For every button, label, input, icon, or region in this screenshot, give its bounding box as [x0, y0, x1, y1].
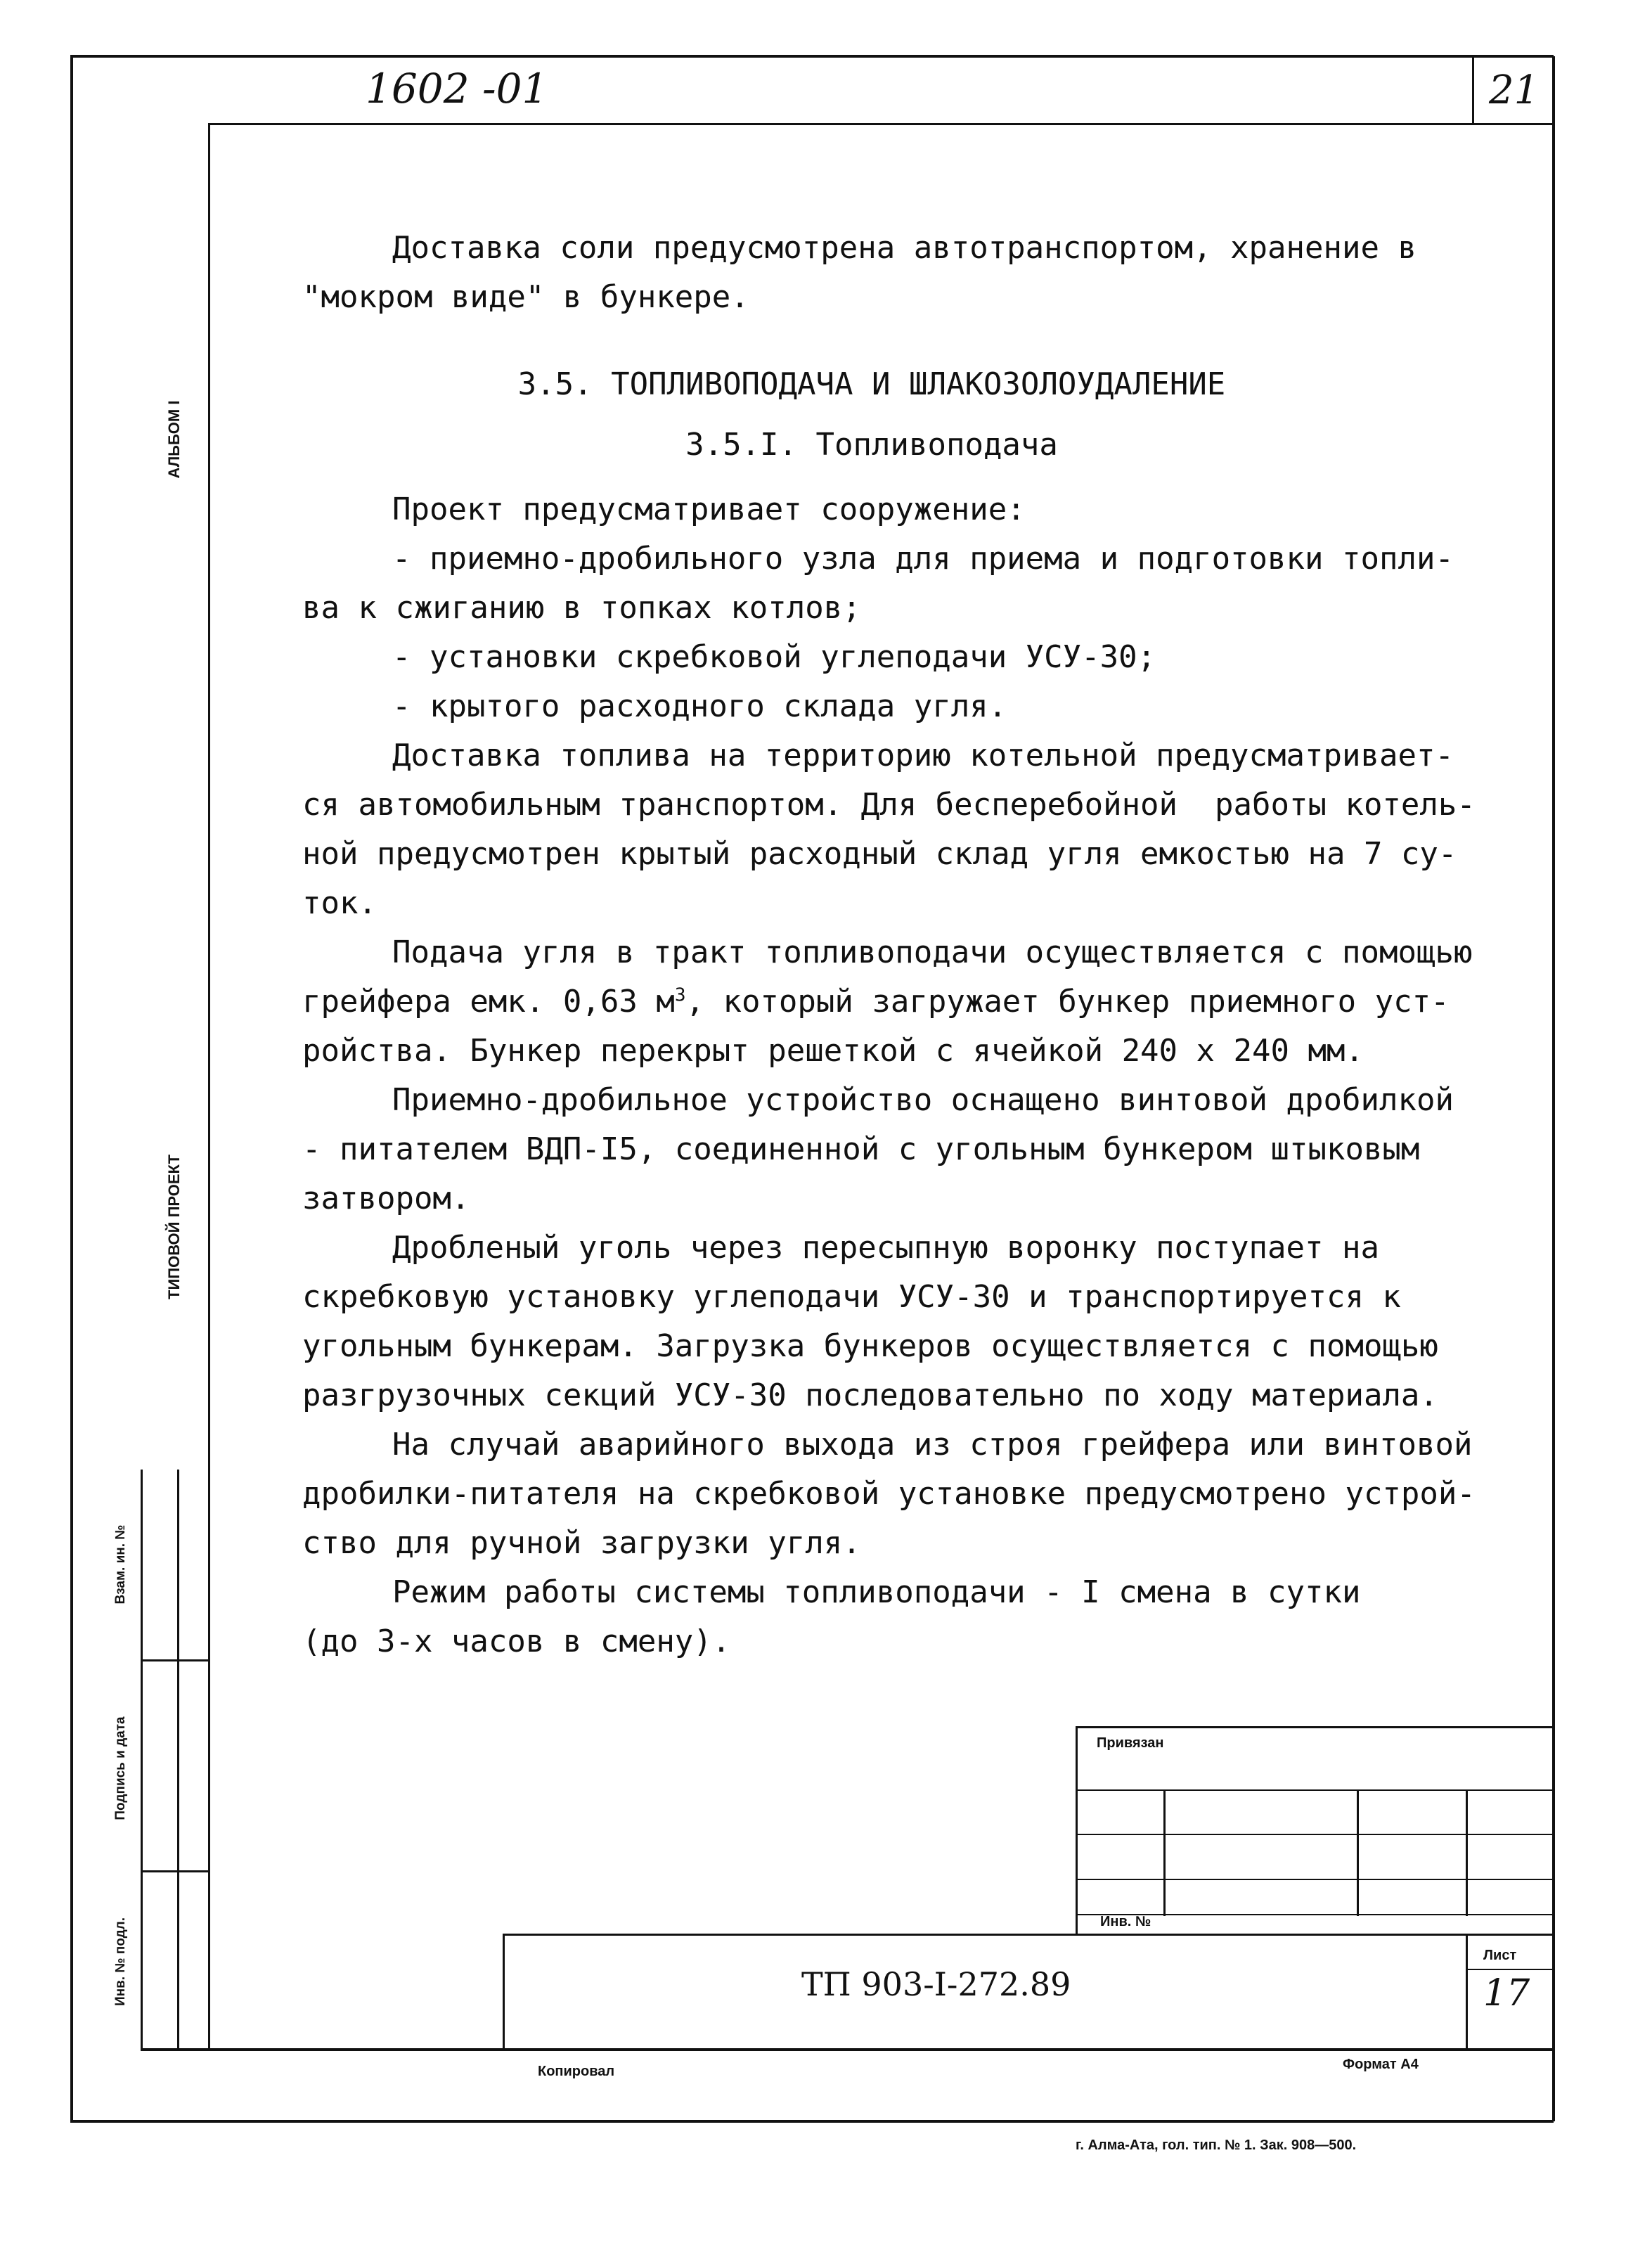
- stamp-sep-1: [141, 1659, 208, 1661]
- intro-line-1: Доставка соли предусмотрена автотранспортом, хранение в: [392, 230, 1417, 266]
- privyazan-left: [1076, 1726, 1078, 1934]
- p7-line-2: (до 3-х часов в смену).: [302, 1624, 731, 1659]
- side-label-vzam: Взам. ин. №: [113, 1524, 128, 1605]
- inner-frame-left: [208, 123, 210, 2050]
- side-label-podpis: Подпись и дата: [113, 1716, 128, 1820]
- handwritten-code: 1602 -01: [366, 65, 548, 112]
- p1-line-3: ва к сжиганию в топках котлов;: [302, 590, 861, 626]
- p6-line-2: дробилки-питателя на скребковой установке предусмотрено устрой-: [302, 1476, 1476, 1512]
- p3-line-1: Подача угля в тракт топливоподачи осуществляется с помощью: [392, 934, 1473, 970]
- p3-line-2b: , который загружает бункер приемного уст-: [685, 984, 1450, 1020]
- privyazan-row-2: [1076, 1834, 1554, 1835]
- p1-line-5: - крытого расходного склада угля.: [392, 688, 1007, 724]
- p2-line-1: Доставка топлива на территорию котельной предусматривает-: [392, 738, 1454, 773]
- p5-line-3: угольным бункерам. Загрузка бункеров осуществляется с помощью: [302, 1328, 1438, 1364]
- privyazan-row-1: [1076, 1789, 1554, 1791]
- side-label-inv-podl: Инв. № подл.: [113, 1917, 128, 2007]
- privyazan-col-2: [1357, 1789, 1359, 1916]
- side-label-series: ТИПОВОЙ ПРОЕКТ: [165, 1155, 183, 1299]
- frame-bottom: [70, 2120, 1554, 2123]
- kopiroval-label: Копировал: [538, 2064, 615, 2079]
- document-code: ТП 903-I-272.89: [801, 1965, 1071, 2003]
- inv-no-label: Инв. №: [1100, 1914, 1151, 1929]
- p7-line-1: Режим работы системы топливоподачи - I смена в сутки: [392, 1574, 1361, 1610]
- stamp-list-divider: [1466, 1934, 1468, 2048]
- list-number: 17: [1483, 1972, 1530, 2014]
- p2-line-4: ток.: [302, 885, 377, 921]
- privyazan-col-3: [1466, 1789, 1468, 1916]
- section-heading: 3.5. ТОПЛИВОПОДАЧА И ШЛАКОЗОЛОУДАЛЕНИЕ: [517, 366, 1226, 402]
- p1-line-4: - установки скребковой углеподачи УСУ-30;: [392, 639, 1156, 675]
- stamp-top: [503, 1934, 1554, 1936]
- frame-top: [70, 55, 1554, 58]
- inner-frame-bottom: [141, 2048, 1554, 2051]
- inner-frame-top: [208, 123, 1554, 125]
- frame-left: [70, 56, 73, 2121]
- format-label: Формат А4: [1343, 2057, 1419, 2072]
- frame-right: [1552, 56, 1555, 2121]
- p6-line-1: На случай аварийного выхода из строя грейфера или винтовой: [392, 1427, 1473, 1462]
- cubic-superscript: 3: [674, 984, 686, 1006]
- intro-line-2: "мокром виде" в бункере.: [302, 279, 749, 315]
- p1-line-2: - приемно-дробильного узла для приема и подготовки топли-: [392, 541, 1454, 577]
- p4-line-1: Приемно-дробильное устройство оснащено винтовой дробилкой: [392, 1082, 1454, 1118]
- stamp-col-mid: [177, 1470, 179, 2050]
- privyazan-row-3: [1076, 1879, 1554, 1880]
- stamp-left: [503, 1934, 505, 2048]
- document-body: [302, 224, 1511, 1666]
- stamp-sep-2: [141, 1870, 208, 1872]
- p2-line-2: ся автомобильным транспортом. Для бесперебойной работы котель-: [302, 787, 1476, 823]
- p3-line-2: [302, 977, 1511, 1027]
- page-number: 21: [1489, 68, 1540, 113]
- p5-line-2: скребковую установку углеподачи УСУ-30 и транспортируется к: [302, 1279, 1401, 1315]
- privyazan-col-1: [1163, 1789, 1166, 1916]
- p3-line-3: ройства. Бункер перекрыт решеткой с ячейкой 240 х 240 мм.: [302, 1033, 1364, 1069]
- page-box-left: [1472, 56, 1474, 125]
- p5-line-1: Дробленый уголь через пересыпную воронку поступает на: [392, 1230, 1379, 1266]
- list-label: Лист: [1483, 1948, 1517, 1963]
- printer-imprint: г. Алма-Ата, гол. тип. № 1. Зак. 908—500.: [1076, 2138, 1357, 2153]
- p4-line-3: затвором.: [302, 1181, 470, 1216]
- side-label-album: АЛЬБОМ I: [165, 400, 183, 479]
- subsection-heading: 3.5.I. Топливоподача: [685, 427, 1058, 463]
- p2-line-3: ной предусмотрен крытый расходный склад угля емкостью на 7 су-: [302, 836, 1457, 872]
- stamp-col-left: [141, 1470, 143, 2050]
- privyazan-top: [1076, 1726, 1554, 1728]
- p1-line-1: Проект предусматривает сооружение:: [392, 491, 1026, 527]
- p4-line-2: - питателем ВДП-I5, соединенной с угольным бункером штыковым: [302, 1131, 1420, 1167]
- p3-line-2a: грейфера емк. 0,63 м: [302, 984, 675, 1020]
- p6-line-3: ство для ручной загрузки угля.: [302, 1525, 861, 1561]
- stamp-list-row: [1466, 1969, 1554, 1970]
- p5-line-4: разгрузочных секций УСУ-30 последовательно по ходу материала.: [302, 1377, 1438, 1413]
- privyazan-label: Привязан: [1097, 1735, 1164, 1751]
